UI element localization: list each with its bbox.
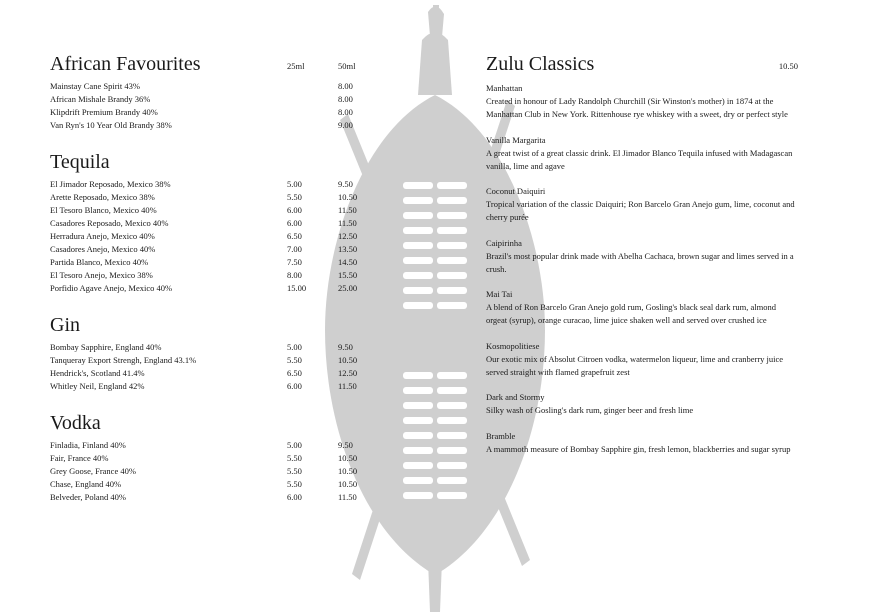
menu-item	[50, 243, 360, 256]
cocktails-column	[486, 50, 798, 468]
price-25ml: 5.00	[287, 342, 302, 352]
price-25ml: 6.00	[287, 492, 302, 502]
item-name: Hendrick's, Scotland 41.4%	[50, 368, 145, 378]
price-50ml: 9.50	[338, 440, 353, 450]
price-50ml: 11.50	[338, 381, 357, 391]
item-name: Partida Blanco, Mexico 40%	[50, 257, 149, 267]
price-25ml: 5.50	[287, 479, 302, 489]
price-25ml: 6.00	[287, 205, 302, 215]
menu-item	[50, 367, 360, 380]
item-name: El Jimador Reposado, Mexico 38%	[50, 179, 171, 189]
cocktail-name: Coconut Daiquiri	[486, 186, 546, 196]
menu-item	[50, 80, 360, 93]
menu-item	[50, 178, 360, 191]
item-name: African Mishale Brandy 36%	[50, 94, 151, 104]
item-name: El Tesoro Anejo, Mexico 38%	[50, 270, 153, 280]
price-25ml: 5.00	[287, 440, 302, 450]
section-title: Tequila	[50, 151, 110, 173]
menu-item	[50, 106, 360, 119]
price-25ml: 5.50	[287, 466, 302, 476]
price-50ml: 11.50	[338, 492, 357, 502]
section-title: Gin	[50, 314, 80, 336]
item-name: Casadores Anejo, Mexico 40%	[50, 244, 156, 254]
cocktail-name: Kosmopolitiese	[486, 340, 540, 351]
price-25ml: 6.00	[287, 218, 302, 228]
cocktail-description: Created in honour of Lady Randolph Churchill (Sir Winston's mother) in 1874 at the Manhattan Club in New York. Rittenhouse rye whiskey with a sweet, dry or perfect style	[486, 96, 788, 119]
cocktail-description: Silky wash of Gosling's dark rum, ginger beer and fresh lime	[486, 405, 694, 415]
menu-item	[50, 191, 360, 204]
item-name: Chase, England 40%	[50, 479, 122, 489]
section-header-vodka	[50, 409, 360, 439]
price-25ml: 5.50	[287, 453, 302, 463]
item-name: Tanqueray Export Strengh, England 43.1%	[50, 355, 197, 365]
price-50ml: 10.50	[338, 479, 358, 489]
cocktail-description: A great twist of a great classic drink. El Jimador Blanco Tequila infused with Madagascan vanilla, lime and agave	[486, 147, 793, 171]
price-50ml: 8.00	[338, 94, 353, 104]
section-title: Zulu Classics	[486, 53, 595, 75]
menu-item	[50, 452, 360, 465]
cocktail-entry	[486, 391, 798, 417]
spirits-column	[50, 50, 360, 504]
cocktail-name: Mai Tai	[486, 289, 513, 299]
price-25ml: 6.50	[287, 368, 302, 378]
cocktail-entry	[486, 288, 798, 327]
menu-item	[50, 341, 360, 354]
price-50ml: 9.50	[338, 179, 353, 189]
cocktail-entry	[486, 430, 798, 456]
price-50ml: 9.50	[338, 342, 353, 352]
section-header-african	[50, 50, 360, 80]
price-50ml: 15.50	[338, 270, 358, 280]
cocktail-name: Vanilla Margarita	[486, 134, 546, 145]
cocktail-entry	[486, 185, 798, 224]
menu-item	[50, 119, 360, 132]
item-list	[50, 341, 360, 393]
section-title: Vodka	[50, 412, 101, 434]
item-name: Fair, France 40%	[50, 453, 109, 463]
item-name: Mainstay Cane Spirit 43%	[50, 81, 140, 91]
item-name: Bombay Sapphire, England 40%	[50, 342, 162, 352]
price-50ml: 12.50	[338, 231, 358, 241]
item-name: Van Ryn's 10 Year Old Brandy 38%	[50, 120, 172, 130]
price-50ml: 11.50	[338, 218, 357, 228]
section-header-tequila	[50, 148, 360, 178]
price-25ml: 5.50	[287, 192, 302, 202]
cocktail-price: 10.50	[778, 61, 798, 71]
menu-item	[50, 217, 360, 230]
price-50ml: 11.50	[338, 205, 357, 215]
price-50ml: 12.50	[338, 368, 358, 378]
price-50ml: 13.50	[338, 244, 358, 254]
menu-item	[50, 204, 360, 217]
price-25ml: 5.00	[287, 179, 302, 189]
section-title: African Favourites	[50, 53, 201, 75]
menu-item	[50, 380, 360, 393]
item-name: Casadores Reposado, Mexico 40%	[50, 218, 169, 228]
item-name: Porfidio Agave Anejo, Mexico 40%	[50, 283, 173, 293]
price-25ml: 5.50	[287, 355, 302, 365]
cocktail-description: Tropical variation of the classic Daiquiri; Ron Barcelo Gran Anejo gum, lime, coconut and cherry purée	[486, 199, 795, 222]
item-list	[50, 80, 360, 132]
price-50ml: 8.00	[338, 81, 353, 91]
item-name: Belveder, Poland 40%	[50, 492, 126, 502]
cocktail-entry	[486, 340, 798, 379]
item-list	[50, 178, 360, 295]
cocktail-name: Caipirinha	[486, 237, 522, 248]
item-name: El Tesoro Blanco, Mexico 40%	[50, 205, 157, 215]
price-50ml: 8.00	[338, 107, 353, 117]
cocktail-name: Dark and Stormy	[486, 392, 545, 402]
menu-item	[50, 282, 360, 295]
price-50ml: 10.50	[338, 466, 358, 476]
cocktail-description: A blend of Ron Barcelo Gran Anejo gold rum, Gosling's black seal dark rum, almond orgeat (syrup), orange curacao, lime juice shaken well and served over crushed ice	[486, 302, 777, 325]
price-25ml: 15.00	[287, 283, 307, 293]
size-50ml-label: 50ml	[338, 61, 356, 71]
item-list	[50, 439, 360, 504]
item-name: Grey Goose, France 40%	[50, 466, 136, 476]
price-50ml: 14.50	[338, 257, 358, 267]
item-name: Arette Reposado, Mexico 38%	[50, 192, 155, 202]
price-25ml: 8.00	[287, 270, 302, 280]
section-header-zulu	[486, 50, 798, 82]
item-name: Finladia, Finland 40%	[50, 440, 126, 450]
cocktail-name: Bramble	[486, 430, 516, 441]
price-25ml: 6.50	[287, 231, 302, 241]
cocktail-entry	[486, 82, 798, 121]
cocktail-description: A mammoth measure of Bombay Sapphire gin, fresh lemon, blackberries and sugar syrup	[486, 443, 791, 454]
menu-item	[50, 439, 360, 452]
cocktail-entry	[486, 134, 798, 173]
price-50ml: 10.50	[338, 453, 358, 463]
price-50ml: 9.00	[338, 120, 353, 130]
cocktail-entry	[486, 237, 798, 276]
menu-item	[50, 478, 360, 491]
price-25ml: 6.00	[287, 381, 302, 391]
price-25ml: 7.00	[287, 244, 302, 254]
cocktail-description: Brazil's most popular drink made with Abelha Cachaca, brown sugar and limes served in a crush.	[486, 250, 794, 274]
section-header-gin	[50, 311, 360, 341]
menu-item	[50, 256, 360, 269]
item-name: Whitley Neil, England 42%	[50, 381, 145, 391]
size-25ml-label: 25ml	[287, 61, 305, 71]
price-50ml: 10.50	[338, 355, 358, 365]
cocktail-name: Manhattan	[486, 83, 523, 93]
price-50ml: 25.00	[338, 283, 358, 293]
item-name: Herradura Anejo, Mexico 40%	[50, 231, 155, 241]
item-name: Klipdrift Premium Brandy 40%	[50, 107, 158, 117]
menu-item	[50, 269, 360, 282]
price-25ml: 7.50	[287, 257, 302, 267]
menu-item	[50, 465, 360, 478]
menu-item	[50, 93, 360, 106]
menu-item	[50, 491, 360, 504]
menu-item	[50, 354, 360, 367]
cocktail-description: Our exotic mix of Absolut Citroen vodka, watermelon liqueur, lime and cranberry juice served straight with flamed grapefruit zest	[486, 353, 784, 377]
price-50ml: 10.50	[338, 192, 358, 202]
menu-item	[50, 230, 360, 243]
